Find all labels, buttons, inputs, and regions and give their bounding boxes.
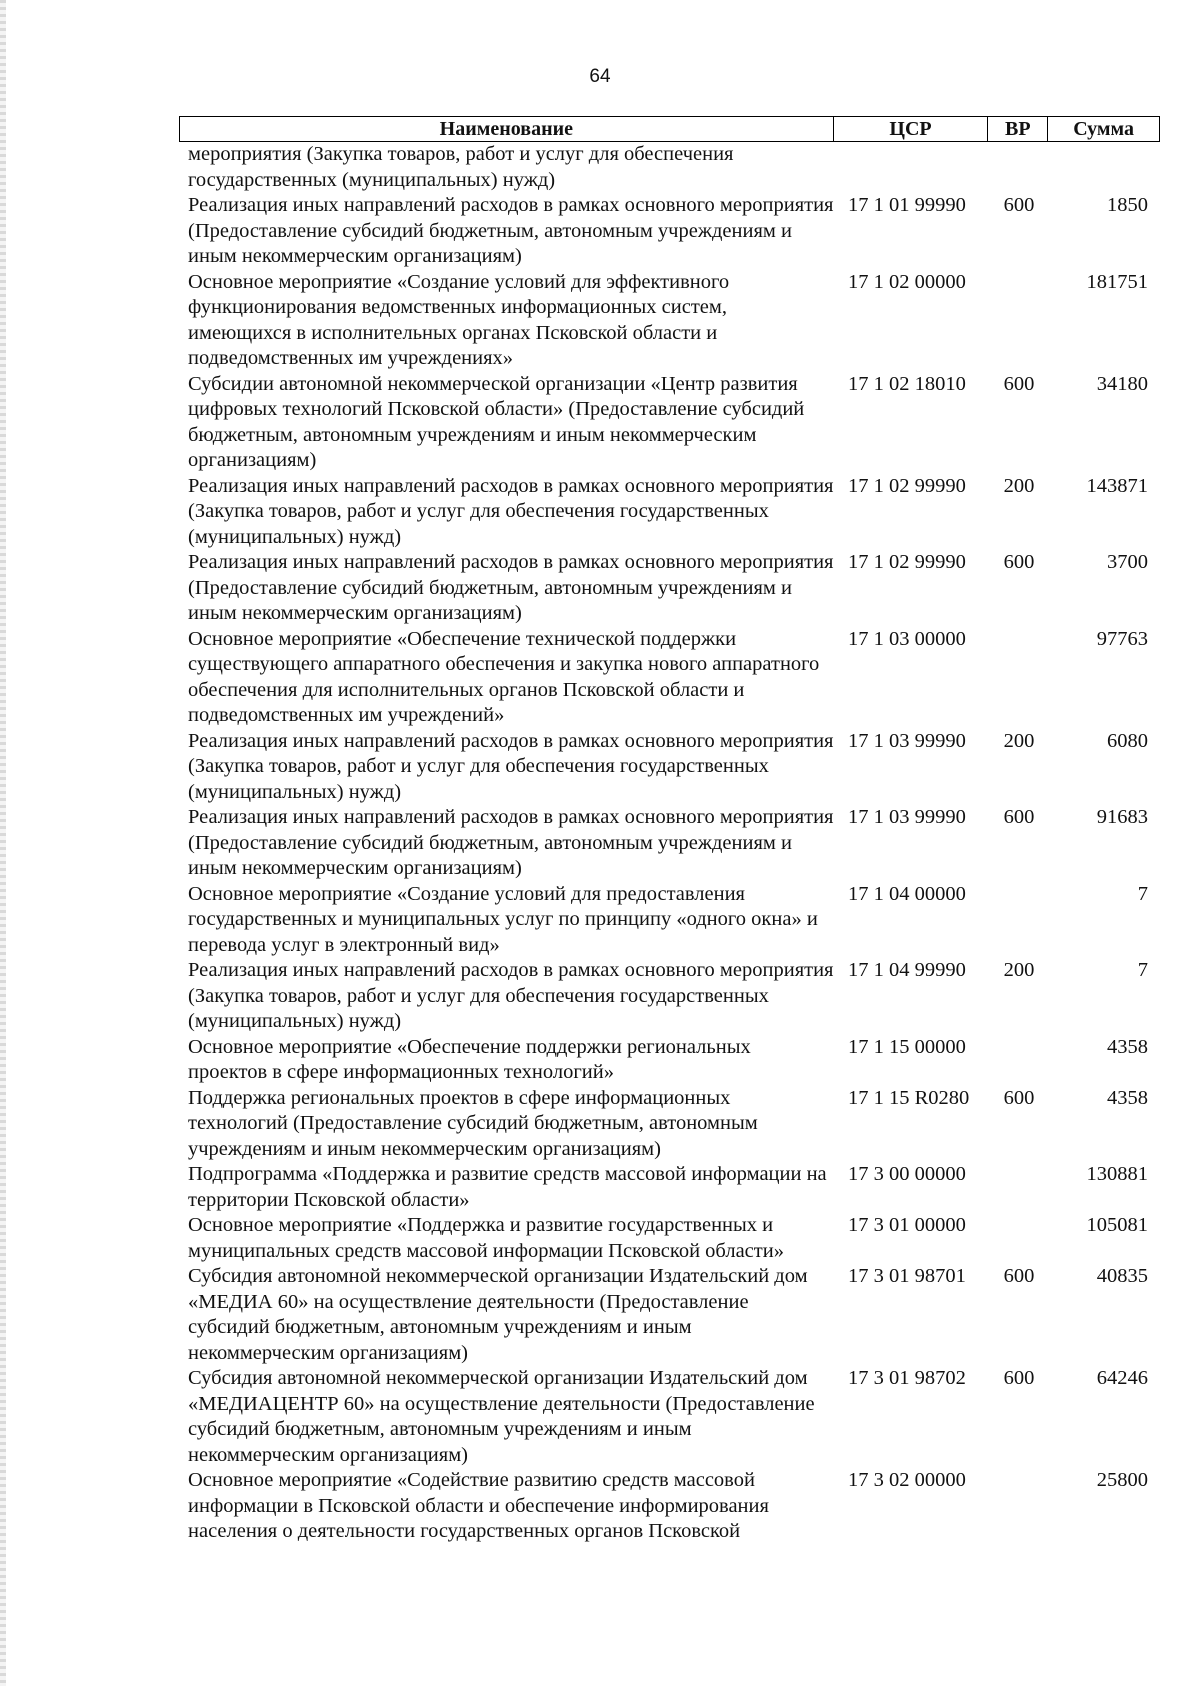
row-sum: 25800 bbox=[1096, 1469, 1148, 1491]
row-vr: 200 bbox=[1003, 474, 1035, 497]
table-row bbox=[179, 1468, 1160, 1545]
row-name: Реализация иных направлений расходов в рамках основного мероприятия (Предоставление субсидий бюджетным, автономным учреждениям и иным некоммерческим организациям) bbox=[188, 551, 834, 624]
header-csr: ЦСР bbox=[834, 117, 989, 141]
row-csr: 17 1 15 R0280 bbox=[848, 1086, 970, 1109]
table-row bbox=[179, 1213, 1160, 1264]
row-vr: 600 bbox=[1003, 1265, 1035, 1287]
row-vr: 200 bbox=[1003, 729, 1035, 752]
row-sum: 97763 bbox=[1096, 627, 1148, 650]
page-number: 64 bbox=[589, 66, 611, 87]
row-sum: 4358 bbox=[1107, 1086, 1148, 1109]
row-csr: 17 1 02 99990 bbox=[848, 551, 966, 573]
table-row bbox=[179, 627, 1160, 729]
row-vr: 600 bbox=[1003, 1086, 1035, 1109]
row-vr bbox=[989, 1035, 1049, 1086]
row-name: мероприятия (Закупка товаров, работ и услуг для обеспечения государственных (муниципальных) нужд) bbox=[188, 143, 734, 191]
row-vr bbox=[989, 270, 1049, 372]
row-csr: 17 1 04 00000 bbox=[848, 882, 966, 905]
row-name: Субсидии автономной некоммерческой организации «Центр развития цифровых технологий Псковской области» (Предоставление субсидий бюджетным, автономным учреждениям и иным некоммерческим организациям) bbox=[188, 372, 805, 471]
row-vr: 600 bbox=[1003, 194, 1035, 216]
row-name: Поддержка региональных проектов в сфере информационных технологий (Предоставление субсидий бюджетным, автономным учреждениям и иным некоммерческим организациям) bbox=[188, 1086, 758, 1160]
table-row bbox=[179, 729, 1160, 806]
table-row bbox=[179, 142, 1160, 193]
row-vr: 600 bbox=[1003, 372, 1035, 395]
row-csr: 17 1 02 99990 bbox=[848, 474, 966, 497]
row-name: Основное мероприятие «Обеспечение технической поддержки существующего аппаратного обеспечения и закупка нового аппаратного обеспечения для исполнительных органов Псковской области и подведомственных им учреждений» bbox=[188, 627, 820, 726]
row-name: Субсидия автономной некоммерческой организации Издательский дом «МЕДИАЦЕНТР 60» на осуществление деятельности (Предоставление субсидий бюджетным, автономным учреждениям и иным некоммерческим организациям) bbox=[188, 1367, 815, 1466]
row-sum: 105081 bbox=[1086, 1214, 1148, 1236]
table-row bbox=[179, 372, 1160, 474]
table-row bbox=[179, 805, 1160, 882]
table-row bbox=[179, 882, 1160, 959]
row-csr: 17 1 02 18010 bbox=[848, 372, 966, 395]
table-header bbox=[179, 116, 1160, 142]
row-csr: 17 3 00 00000 bbox=[848, 1163, 966, 1185]
row-name: Основное мероприятие «Поддержка и развитие государственных и муниципальных средств массовой информации Псковской области» bbox=[188, 1214, 784, 1262]
row-name: Подпрограмма «Поддержка и развитие средств массовой информации на территории Псковской области» bbox=[188, 1163, 827, 1211]
row-csr: 17 1 15 00000 bbox=[848, 1035, 966, 1058]
row-sum: 143871 bbox=[1086, 474, 1148, 497]
row-name: Реализация иных направлений расходов в рамках основного мероприятия (Закупка товаров, работ и услуг для обеспечения государственных (муниципальных) нужд) bbox=[188, 474, 834, 548]
row-vr: 600 bbox=[1003, 806, 1035, 828]
row-name: Основное мероприятие «Создание условий для предоставления государственных и муниципальных услуг по принципу «одного окна» и перевода услуг в электронный вид» bbox=[188, 882, 818, 956]
row-sum: 130881 bbox=[1086, 1163, 1148, 1185]
table-row bbox=[179, 193, 1160, 270]
row-sum: 181751 bbox=[1086, 270, 1148, 293]
row-csr: 17 3 02 00000 bbox=[848, 1469, 966, 1491]
row-csr: 17 3 01 00000 bbox=[848, 1214, 966, 1236]
row-sum: 40835 bbox=[1096, 1265, 1148, 1287]
table-row bbox=[179, 1162, 1160, 1213]
table-body bbox=[179, 142, 1160, 1545]
row-vr bbox=[989, 627, 1049, 729]
row-vr bbox=[989, 142, 1049, 193]
row-vr: 200 bbox=[1003, 959, 1035, 981]
row-sum: 64246 bbox=[1096, 1367, 1148, 1389]
row-sum: 34180 bbox=[1096, 372, 1148, 395]
table-row bbox=[179, 1264, 1160, 1366]
header-vr: ВР bbox=[988, 117, 1048, 141]
row-csr: 17 1 03 99990 bbox=[848, 806, 966, 828]
row-csr: 17 1 03 99990 bbox=[848, 729, 966, 752]
row-sum: 4358 bbox=[1107, 1035, 1148, 1058]
budget-table bbox=[179, 116, 1160, 1545]
row-csr bbox=[834, 142, 989, 193]
row-sum: 1850 bbox=[1107, 194, 1148, 216]
row-sum: 3700 bbox=[1107, 551, 1148, 573]
row-name: Субсидия автономной некоммерческой организации Издательский дом «МЕДИА 60» на осуществление деятельности (Предоставление субсидий бюджетным, автономным учреждениям и иным некоммерческим организациям) bbox=[188, 1265, 808, 1364]
row-sum: 7 bbox=[1137, 882, 1148, 905]
row-csr: 17 1 02 00000 bbox=[848, 270, 966, 293]
table-row bbox=[179, 958, 1160, 1035]
row-vr: 600 bbox=[1003, 551, 1035, 573]
row-vr bbox=[989, 1468, 1049, 1545]
row-vr bbox=[989, 882, 1049, 959]
row-csr: 17 3 01 98701 bbox=[848, 1265, 966, 1287]
row-sum: 91683 bbox=[1096, 806, 1148, 828]
row-name: Реализация иных направлений расходов в рамках основного мероприятия (Закупка товаров, работ и услуг для обеспечения государственных (муниципальных) нужд) bbox=[188, 959, 834, 1032]
table-row bbox=[179, 550, 1160, 627]
table-row bbox=[179, 1035, 1160, 1086]
row-sum: 6080 bbox=[1107, 729, 1148, 752]
row-vr: 600 bbox=[1003, 1367, 1035, 1389]
row-csr: 17 1 01 99990 bbox=[848, 194, 966, 216]
table-row bbox=[179, 474, 1160, 551]
header-name: Наименование bbox=[180, 117, 834, 141]
table-row bbox=[179, 270, 1160, 372]
table-row bbox=[179, 1086, 1160, 1163]
header-sum: Сумма bbox=[1073, 117, 1134, 140]
row-vr bbox=[989, 1213, 1049, 1264]
row-name: Реализация иных направлений расходов в рамках основного мероприятия (Закупка товаров, работ и услуг для обеспечения государственных (муниципальных) нужд) bbox=[188, 729, 834, 803]
row-name: Реализация иных направлений расходов в рамках основного мероприятия (Предоставление субсидий бюджетным, автономным учреждениям и иным некоммерческим организациям) bbox=[188, 194, 834, 267]
row-csr: 17 1 04 99990 bbox=[848, 959, 966, 981]
row-vr bbox=[989, 1162, 1049, 1213]
row-name: Основное мероприятие «Создание условий для эффективного функционирования ведомственных информационных систем, имеющихся в исполнительных органах Псковской области и подведомственных им учреждениях» bbox=[188, 270, 730, 369]
row-name: Основное мероприятие «Обеспечение поддержки региональных проектов в сфере информационных технологий» bbox=[188, 1035, 751, 1083]
row-csr: 17 1 03 00000 bbox=[848, 627, 966, 650]
row-sum: 7 bbox=[1137, 959, 1148, 981]
scan-edge bbox=[0, 0, 6, 1686]
row-name: Реализация иных направлений расходов в рамках основного мероприятия (Предоставление субсидий бюджетным, автономным учреждениям и иным некоммерческим организациям) bbox=[188, 806, 834, 879]
row-sum bbox=[1049, 142, 1160, 193]
row-name: Основное мероприятие «Содействие развитию средств массовой информации в Псковской области и обеспечение информирования населения о деятельности государственных органов Псковской bbox=[188, 1469, 769, 1542]
table-row bbox=[179, 1366, 1160, 1468]
row-csr: 17 3 01 98702 bbox=[848, 1367, 966, 1389]
